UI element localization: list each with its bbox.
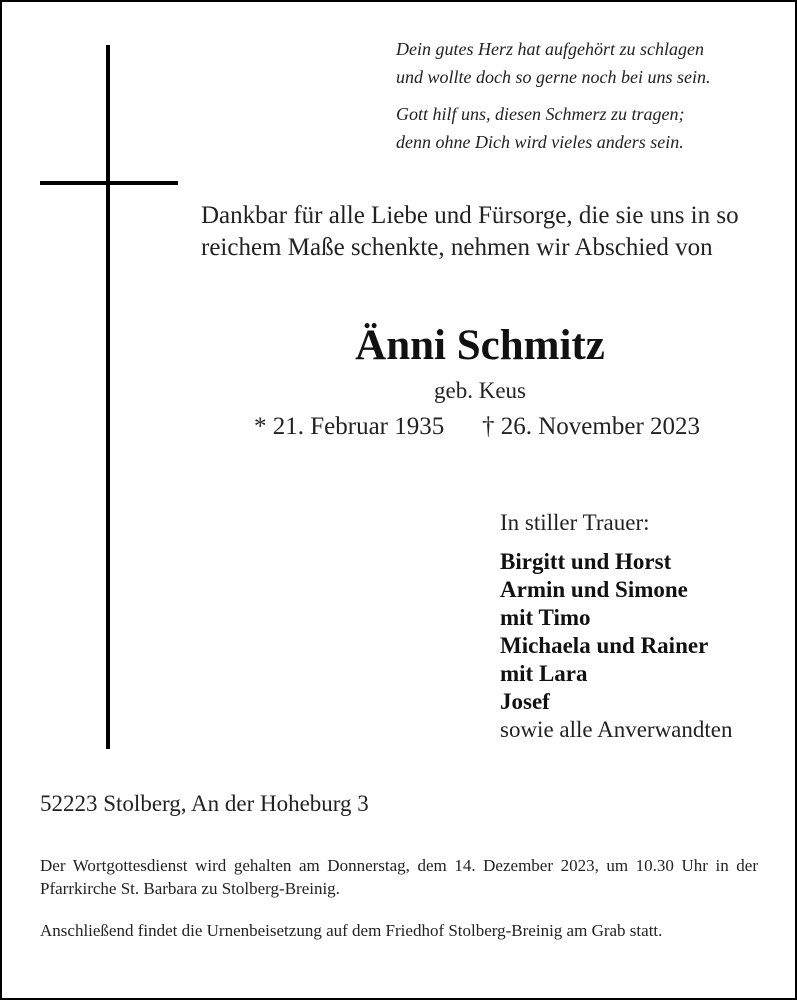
intro-text — [201, 200, 739, 264]
mourner-name: Armin und Simone — [500, 577, 688, 602]
birth-name: geb. Keus — [434, 378, 526, 403]
poem-line: Gott hilf uns, diesen Schmerz zu tragen; — [396, 104, 685, 124]
birth-date: * 21. Februar 1935 — [254, 413, 445, 440]
poem-stanza-1 — [396, 35, 710, 91]
intro-line: reichem Maße schenkte, nehmen wir Abschied von — [201, 234, 713, 261]
mourner-name: mit Lara — [500, 661, 588, 686]
mourner-name: Michaela und Rainer — [500, 633, 709, 658]
mourner-name: Josef — [500, 689, 550, 714]
deceased-name: Änni Schmitz — [355, 322, 605, 369]
mourner-name: Birgitt und Horst — [500, 549, 672, 574]
burial-notice: Anschließend findet die Urnenbeisetzung auf dem Friedhof Stolberg-Breinig am Grab statt. — [40, 921, 663, 940]
other-relatives: sowie alle Anverwandten — [500, 717, 733, 742]
mourners-list — [500, 548, 732, 744]
poem-line: denn ohne Dich wird vieles anders sein. — [396, 132, 684, 152]
mourning-heading: In stiller Trauer: — [500, 510, 650, 535]
mourner-name: mit Timo — [500, 605, 591, 630]
cross-icon-horizontal-bar — [40, 181, 178, 185]
poem-stanza-2 — [396, 100, 684, 156]
death-date: † 26. November 2023 — [482, 413, 701, 440]
poem-line: Dein gutes Herz hat aufgehört zu schlagen — [396, 39, 704, 59]
address: 52223 Stolberg, An der Hoheburg 3 — [40, 791, 369, 816]
intro-line: Dankbar für alle Liebe und Fürsorge, die sie uns in so — [201, 202, 739, 229]
poem-line: und wollte doch so gerne noch bei uns sein. — [396, 67, 711, 87]
service-notice: Der Wortgottesdienst wird gehalten am Donnerstag, dem 14. Dezember 2023, um 10.30 Uhr in der Pfarrkirche St. Barbara zu Stolberg-Breinig. — [40, 856, 758, 898]
